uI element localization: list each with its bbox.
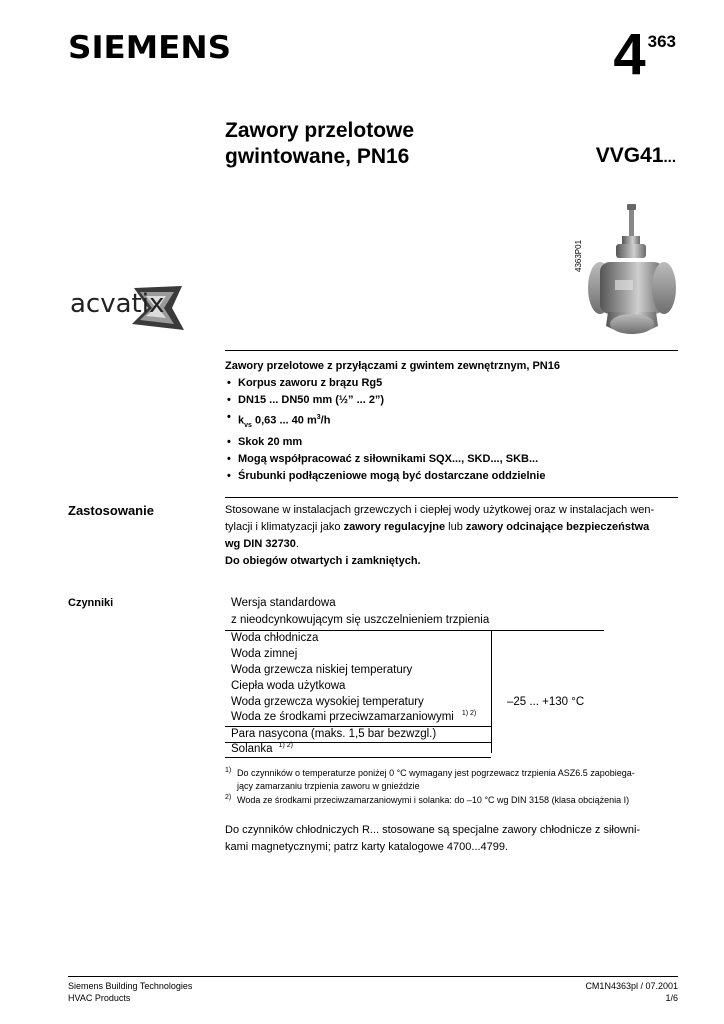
section-heading-czynniki: Czynniki — [68, 597, 114, 609]
table-row: Woda grzewcza wysokiej temperatury — [231, 696, 424, 708]
cooling-note: Do czynników chłodniczych R... stosowane są specjalne zawory chłodnicze z siłowni- kami magnetycznymi; patrz karty katalogowe 4700...4799. — [225, 824, 641, 853]
table-row: Woda ze środkami przeciwzamarzaniowymi $^{1) 2)}$ — [231, 710, 477, 723]
divider — [225, 497, 678, 498]
table-header: z nieodcynkowującym się uszczelnieniem trzpienia — [231, 614, 490, 626]
footnote: 1) Do czynników o temperaturze poniżej 0 °C wymagany jest pogrzewacz trzpienia ASZ6.5 zapobiega- jący zamarzaniu trzpienia zaworu w gnieździe — [225, 767, 635, 791]
document-number-main: 4 — [613, 22, 646, 87]
feature-item: • Skok 20 mm — [225, 434, 560, 451]
feature-item-kvs: • $k_{vs}$ 0,63 ... 40 $m^3/h$ — [225, 409, 560, 434]
table-row: Para nasycona (maks. 1,5 bar bezwzgl.) — [231, 728, 437, 740]
table-header: Wersja standardowa — [231, 597, 336, 609]
application-text: Stosowane w instalacjach grzewczych i ciepłej wody użytkowej oraz w instalacjach wen- tylacji i klimatyzacji jako zawory regulacyjne lub zawory odcinające bezpieczeństwa wg DIN 32730. Do obiegów otwartych i zamkniętych. — [225, 504, 655, 567]
section-heading-zastosowanie: Zastosowanie — [68, 503, 154, 518]
divider — [225, 350, 678, 351]
table-divider — [225, 630, 604, 631]
table-column-divider — [491, 630, 492, 753]
table-divider — [225, 726, 491, 727]
page-title-line2: gwintowane, PN16 — [225, 145, 410, 168]
table-row: Ciepła woda użytkowa — [231, 680, 346, 692]
footnote: 2) Woda ze środkami przeciwzamarzaniowymi i solanka: do –10 °C wg DIN 3158 (klasa obciążenia I) — [225, 794, 630, 805]
table-row: Solanka $^{1) 2)}$ — [231, 742, 293, 755]
valve-product-image — [580, 200, 680, 342]
feature-item: • Śrubunki podłączeniowe mogą być dostarczane oddzielnie — [225, 468, 560, 485]
table-row: Woda chłodnicza — [231, 632, 319, 644]
table-row: Woda zimnej — [231, 648, 298, 660]
document-number-sub: 363 — [647, 32, 676, 51]
page-title-line1: Zawory przelotowe — [225, 119, 415, 142]
feature-item: • Korpus zaworu z brązu Rg5 — [225, 375, 560, 392]
acvatix-logo: acvatix — [70, 289, 165, 319]
siemens-logo: SIEMENS — [68, 30, 232, 66]
page-title — [225, 118, 414, 170]
feature-item: • DN15 ... DN50 mm (½” ... 2”) — [225, 392, 560, 409]
document-number — [613, 22, 676, 87]
footer-divider — [68, 976, 678, 977]
temperature-range: –25 ... +130 °C — [507, 696, 585, 708]
feature-item: • Mogą współpracować z siłownikami SQX..., SKD..., SKB... — [225, 451, 560, 468]
feature-intro: Zawory przelotowe z przyłączami z gwintem zewnętrznym, PN16 — [225, 360, 560, 372]
model-number — [596, 144, 676, 168]
product-image-label: 4363P01 — [574, 239, 583, 272]
model-number-dots: ... — [663, 149, 676, 166]
footer-right: CM1N4363pl / 07.2001 1/6 — [585, 981, 678, 1003]
table-divider — [225, 757, 491, 758]
table-row: Woda grzewcza niskiej temperatury — [231, 664, 413, 676]
feature-list — [225, 358, 560, 485]
footer-left: Siemens Building Technologies HVAC Products — [68, 981, 193, 1003]
model-number-text: VVG41 — [595, 144, 664, 167]
media-table — [225, 597, 604, 767]
